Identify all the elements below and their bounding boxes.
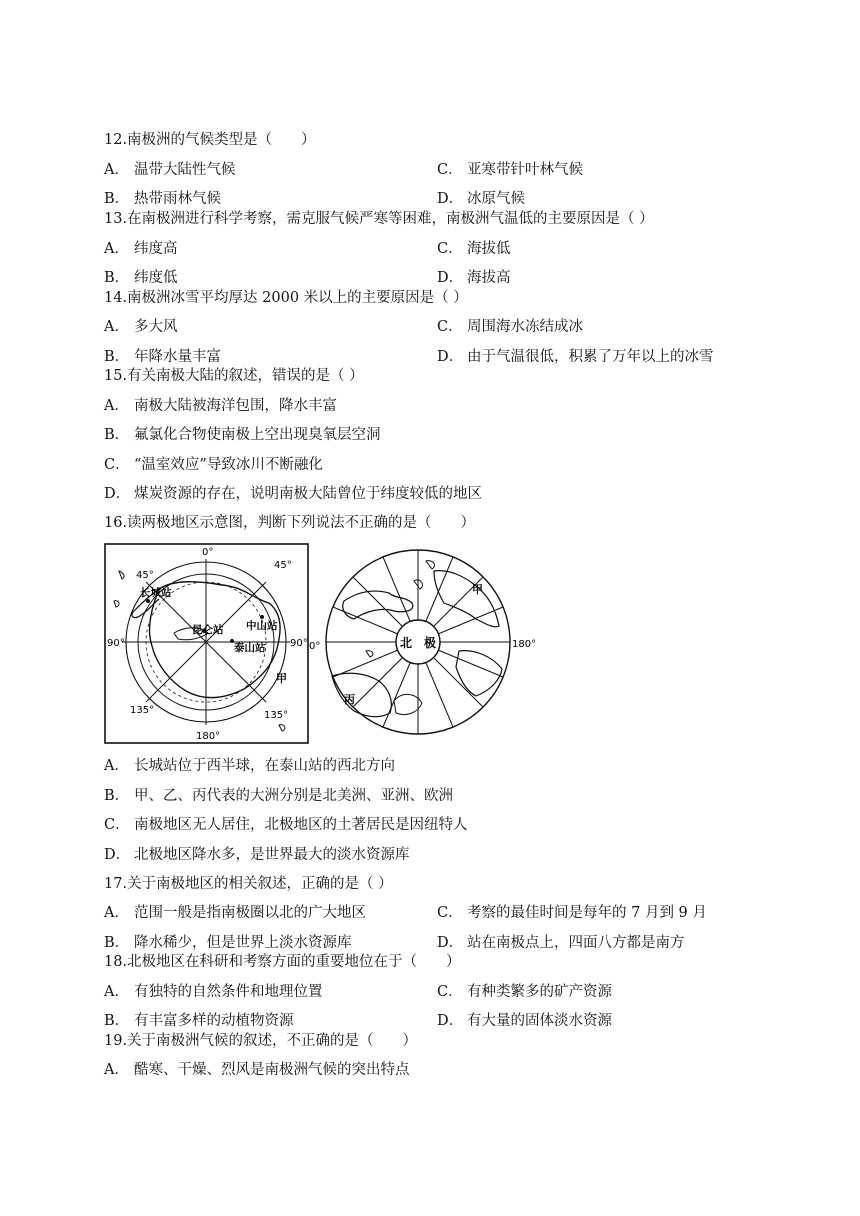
south-lon-135e: 135° xyxy=(264,710,289,721)
q12-option-d: D． 冰原气候 xyxy=(437,191,525,207)
q14-option-b: B． 年降水量丰富 xyxy=(104,349,221,365)
south-lon-90e: 90° xyxy=(290,638,308,649)
question-12-stem: 12.南极洲的气候类型是（ ） xyxy=(104,132,316,148)
q15-option-d: D． 煤炭资源的存在，说明南极大陆曾位于纬度较低的地区 xyxy=(104,486,482,502)
zhongshan-station-label: 中山站 xyxy=(246,620,278,632)
question-16-stem: 16.读两极地区示意图，判断下列说法不正确的是（ ） xyxy=(104,515,476,531)
q13-option-d: D． 海拔高 xyxy=(437,270,511,286)
taishan-station-label: 泰山站 xyxy=(234,642,266,654)
south-lon-90w: 90° xyxy=(107,638,125,649)
question-18-stem: 18.北极地区在科研和考察方面的重要地位在于（ ） xyxy=(104,954,461,970)
polar-maps-svg xyxy=(104,541,544,746)
north-lon-0: 0° xyxy=(309,641,321,652)
q14-option-c: C． 周围海水冻结成冰 xyxy=(437,319,583,335)
q16-option-b: B． 甲、乙、丙代表的大洲分别是北美洲、亚洲、欧洲 xyxy=(104,788,453,804)
south-lon-45w: 45° xyxy=(136,570,154,581)
q15-option-a: A． 南极大陆被海洋包围，降水丰富 xyxy=(104,398,337,414)
q18-option-a: A． 有独特的自然条件和地理位置 xyxy=(104,984,323,1000)
q16-option-a: A． 长城站位于西半球，在泰山站的西北方向 xyxy=(104,758,395,774)
great-wall-station-label: 长城站 xyxy=(140,587,172,599)
south-lon-135w: 135° xyxy=(130,705,155,716)
q13-option-c: C． 海拔低 xyxy=(437,241,511,257)
north-region-jia: 甲 xyxy=(472,583,483,596)
question-15-stem: 15.有关南极大陆的叙述，错误的是（ ） xyxy=(104,368,364,384)
q18-option-b: B． 有丰富多样的动植物资源 xyxy=(104,1013,294,1029)
q17-option-b: B． 降水稀少，但是世界上淡水资源库 xyxy=(104,935,352,951)
south-polar-map xyxy=(105,544,308,743)
q17-option-d: D． 站在南极点上，四面八方都是南方 xyxy=(437,935,685,951)
polar-maps-figure xyxy=(104,541,544,750)
question-19-stem: 19.关于南极洲气候的叙述，不正确的是（ ） xyxy=(104,1033,418,1049)
q16-option-d: D． 北极地区降水多，是世界最大的淡水资源库 xyxy=(104,847,410,863)
kunlun-station-label: 昆仑站 xyxy=(192,624,224,636)
question-14-stem: 14.南极洲冰雪平均厚达 2000 米以上的主要原因是（ ） xyxy=(104,290,468,306)
q12-option-a: A． 温带大陆性气候 xyxy=(104,162,236,178)
q18-option-d: D． 有大量的固体淡水资源 xyxy=(437,1013,612,1029)
south-lon-45e: 45° xyxy=(274,560,292,571)
q12-option-b: B． 热带雨林气候 xyxy=(104,191,221,207)
q15-option-c: C． “温室效应”导致冰川不断融化 xyxy=(104,457,323,473)
q13-option-a: A． 纬度高 xyxy=(104,241,178,257)
q12-option-c: C． 亚寒带针叶林气候 xyxy=(437,162,583,178)
south-region-jia: 甲 xyxy=(276,672,287,685)
south-lon-0: 0° xyxy=(202,547,214,558)
north-pole-label: 北 极 xyxy=(400,636,437,650)
north-lon-180: 180° xyxy=(512,639,537,650)
q19-option-a: A． 酷寒、干燥、烈风是南极洲气候的突出特点 xyxy=(104,1062,410,1078)
question-13-stem: 13.在南极洲进行科学考察，需克服气候严寒等困难，南极洲气温低的主要原因是（ ） xyxy=(104,211,654,227)
q17-option-c: C． 考察的最佳时间是每年的 7 月到 9 月 xyxy=(437,905,707,921)
q15-option-b: B． 氟氯化合物使南极上空出现臭氧层空洞 xyxy=(104,427,381,443)
north-region-bing: 丙 xyxy=(344,693,355,706)
south-lon-180: 180° xyxy=(196,731,221,742)
q14-option-a: A． 多大风 xyxy=(104,319,178,335)
question-17-stem: 17.关于南极地区的相关叙述，正确的是（ ） xyxy=(104,876,393,892)
q13-option-b: B． 纬度低 xyxy=(104,270,178,286)
q14-option-d: D． 由于气温很低，积累了万年以上的冰雪 xyxy=(437,349,714,365)
north-polar-map xyxy=(309,550,536,734)
q18-option-c: C． 有种类繁多的矿产资源 xyxy=(437,984,612,1000)
q17-option-a: A． 范围一般是指南极圈以北的广大地区 xyxy=(104,905,366,921)
q16-option-c: C． 南极地区无人居住，北极地区的土著居民是因纽特人 xyxy=(104,817,468,833)
